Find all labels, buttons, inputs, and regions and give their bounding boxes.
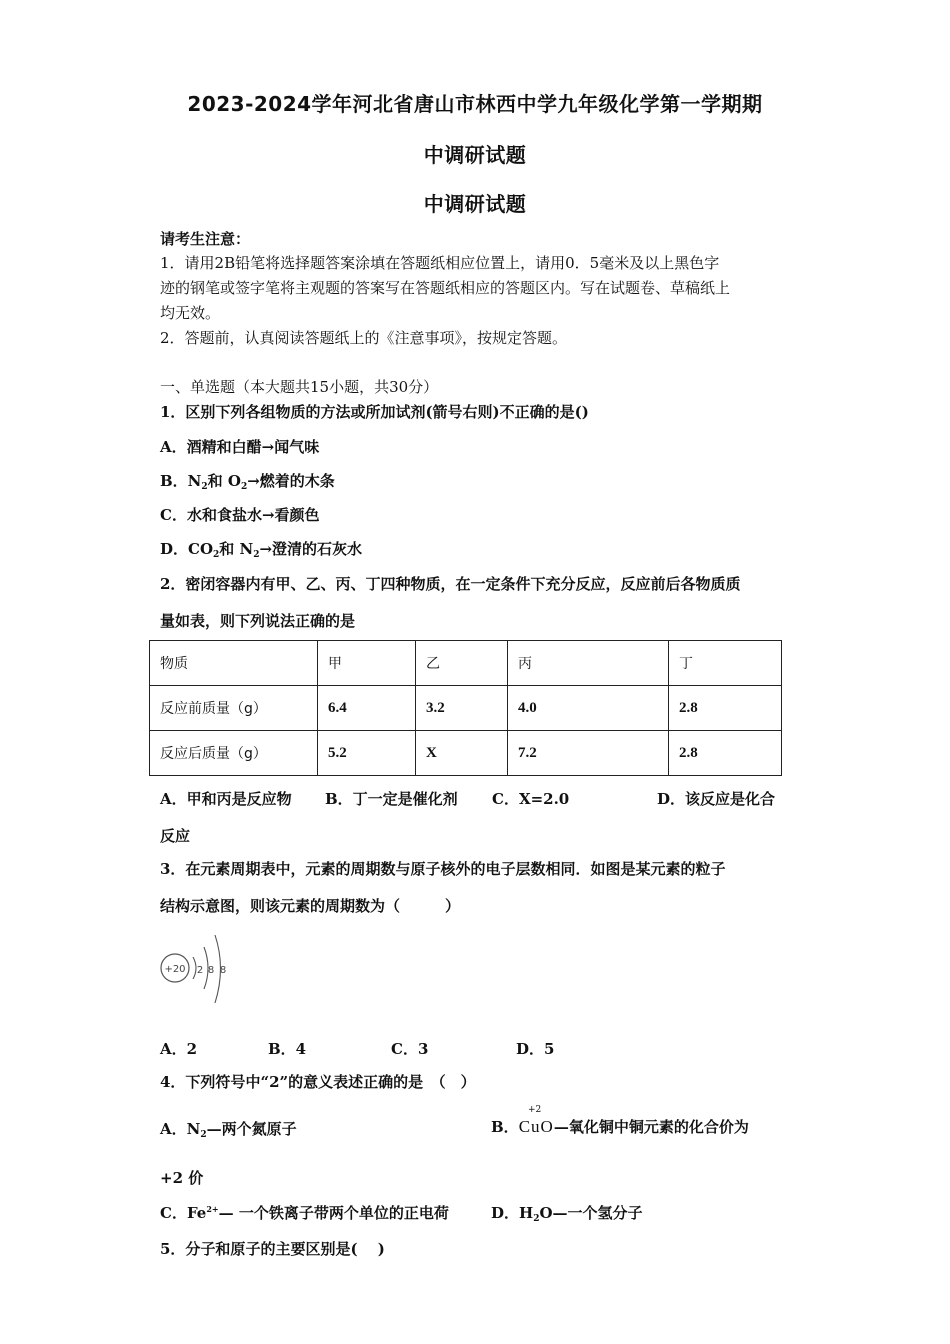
table-header-row <box>150 641 782 686</box>
table-cell: 甲 <box>318 641 416 686</box>
q2-mass-table <box>149 640 782 776</box>
q4-option-d: D．$H_2O—$一个氢分子 <box>491 1204 643 1224</box>
table-cell: 反应后质量（g） <box>150 731 318 776</box>
table-cell: 4.0 <box>508 686 669 731</box>
q4-option-b: B．CuO—氧化铜中铜元素的化合价为 <box>491 1117 749 1136</box>
notice-heading: 请考生注意： <box>160 230 251 248</box>
shell-electron-count: 8 <box>207 965 215 976</box>
table-cell: 丁 <box>669 641 782 686</box>
q4-option-b-continued: +2 价 <box>160 1169 204 1187</box>
exam-title-line2: 中调研试题 <box>423 143 527 167</box>
q5-stem: 5．分子和原子的主要区别是( ) <box>160 1240 385 1258</box>
table-cell: 物质 <box>150 641 318 686</box>
q3-stem-line1: 3．在元素周期表中，元素的周期数与原子核外的电子层数相同．如图是某元素的粒子 <box>160 860 726 878</box>
table-row <box>150 731 782 776</box>
table-cell: 3.2 <box>416 686 508 731</box>
q3-option-d: D．5 <box>516 1040 555 1058</box>
q4-option-a: A．$N_2—$两个氮原子 <box>160 1120 297 1140</box>
q3-option-c: C．3 <box>391 1040 429 1058</box>
table-cell: 7.2 <box>508 731 669 776</box>
q2-option-d-continued: 反应 <box>160 827 191 845</box>
table-cell: 6.4 <box>318 686 416 731</box>
shell-electron-count: 8 <box>219 965 227 976</box>
notice-item2: 2．答题前，认真阅读答题纸上的《注意事项》，按规定答题。 <box>160 329 568 347</box>
q2-stem-line2: 量如表，则下列说法正确的是 <box>160 612 356 630</box>
table-cell: 反应前质量（g） <box>150 686 318 731</box>
notice-item1-line1: 1．请用2B铅笔将选择题答案涂填在答题纸相应位置上，请用0．5毫米及以上黑色字 <box>160 254 720 272</box>
q2-option-d: D．该反应是化合 <box>657 790 776 808</box>
q2-option-c: C．X=2.0 <box>492 790 570 808</box>
table-cell: X <box>416 731 508 776</box>
table-cell: 2.8 <box>669 686 782 731</box>
exam-title-line3: 中调研试题 <box>423 192 527 216</box>
q3-option-b: B．4 <box>268 1040 307 1058</box>
notice-item1-line2: 迹的钢笔或签字笔将主观题的答案写在答题纸相应的答题区内。写在试题卷、草稿纸上 <box>160 279 731 297</box>
table-cell: 乙 <box>416 641 508 686</box>
q1-option-c: C．水和食盐水→看颜色 <box>160 506 320 524</box>
q1-option-d: D．$CO_2$和 $N_2\to$澄清的石灰水 <box>160 540 363 560</box>
notice-item1-line3: 均无效。 <box>160 304 221 322</box>
atom-structure-diagram <box>155 925 240 1010</box>
q2-stem-line1: 2．密闭容器内有甲、乙、丙、丁四种物质，在一定条件下充分反应，反应前后各物质质 <box>160 575 741 593</box>
section-heading: 一、单选题（本大题共15小题，共30分） <box>160 378 439 396</box>
q1-stem: 1．区别下列各组物质的方法或所加试剂(箭号右则)不正确的是() <box>160 403 589 421</box>
table-cell: 5.2 <box>318 731 416 776</box>
q4-stem: 4．下列符号中“2”的意义表述正确的是 （ ） <box>160 1073 476 1091</box>
q2-option-a: A．甲和丙是反应物 <box>160 790 292 808</box>
q3-stem-line2: 结构示意图，则该元素的周期数为（ ） <box>160 897 461 915</box>
table-row <box>150 686 782 731</box>
exam-title-line1: 2023-2024学年河北省唐山市林西中学九年级化学第一学期期 <box>187 92 763 116</box>
nucleus-charge: +20 <box>164 964 186 975</box>
q4-option-c: C．$Fe^{2+}—$ 一个铁离子带两个单位的正电荷 <box>160 1204 449 1222</box>
valence-mark: +2 <box>528 1105 542 1115</box>
table-cell: 2.8 <box>669 731 782 776</box>
q1-option-a: A．酒精和白醋→闻气味 <box>160 438 320 456</box>
q2-option-b: B．丁一定是催化剂 <box>325 790 458 808</box>
shell-electron-count: 2 <box>196 965 204 976</box>
electron-shell-arc <box>193 957 196 979</box>
cuo-formula: CuO <box>518 1117 554 1136</box>
q1-option-b: B．$N_2$和 $O_2\to$燃着的木条 <box>160 472 335 492</box>
table-cell: 丙 <box>508 641 669 686</box>
q3-option-a: A．2 <box>160 1040 198 1058</box>
